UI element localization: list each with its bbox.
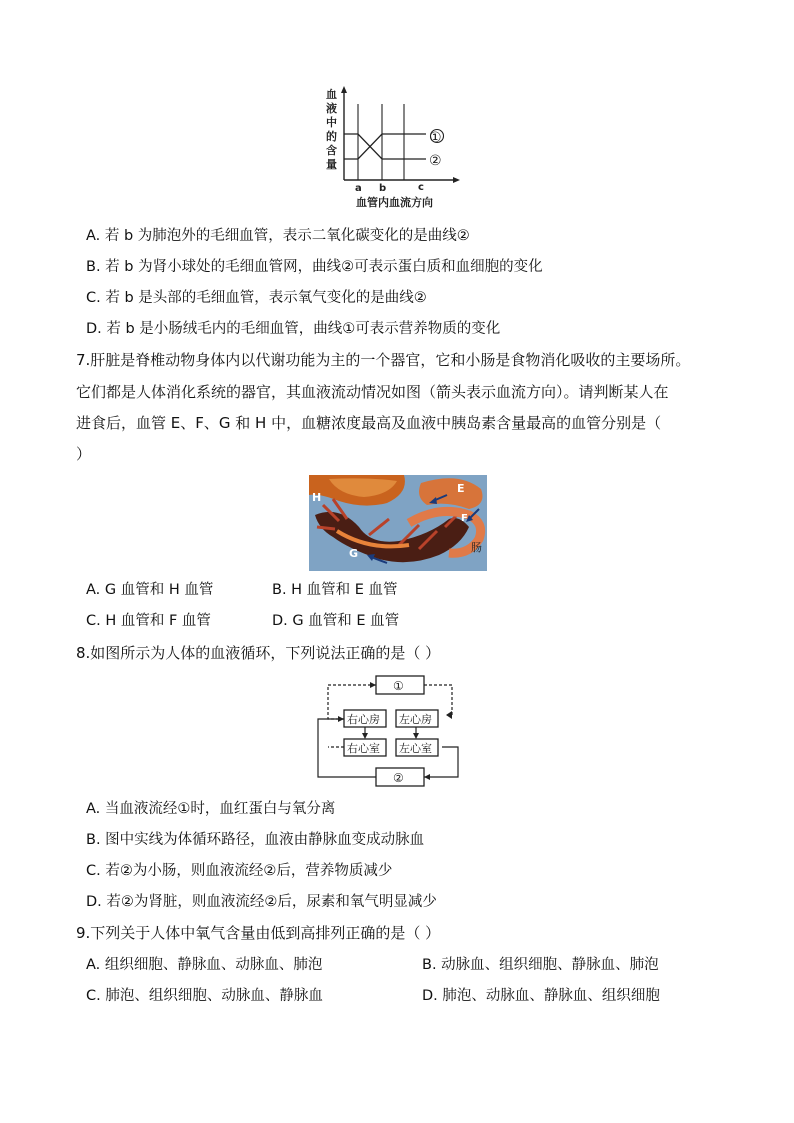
blood-circulation-diagram bbox=[314, 675, 464, 789]
curve-1-label: ① bbox=[429, 130, 442, 146]
q6-option-d: D. 若 b 是小肠绒毛内的毛细血管，曲线①可表示营养物质的变化 bbox=[86, 321, 501, 337]
q8-option-b: B. 图中实线为体循环路径，血液由静脉血变成动脉血 bbox=[86, 832, 425, 848]
label-e: E bbox=[457, 482, 465, 495]
q7-stem-line: ） bbox=[76, 445, 92, 463]
q8-option-c: C. 若②为小肠，则血液流经②后，营养物质减少 bbox=[86, 863, 393, 879]
q7-option-b: B. H 血管和 E 血管 bbox=[272, 582, 398, 598]
y-label-char: 液 bbox=[326, 102, 337, 115]
box-top-label: ① bbox=[393, 679, 404, 693]
q9-option-c: C. 肺泡、组织细胞、动脉血、静脉血 bbox=[86, 988, 323, 1004]
q7-option-c: C. H 血管和 F 血管 bbox=[86, 613, 211, 629]
curve-1 bbox=[344, 134, 426, 159]
x-axis-arrow bbox=[453, 177, 460, 183]
systemic-arrow-left bbox=[338, 716, 344, 722]
x-axis-label: 血管内血流方向 bbox=[356, 196, 433, 209]
label-f: F bbox=[461, 513, 468, 524]
q7-option-d: D. G 血管和 E 血管 bbox=[272, 613, 400, 629]
y-axis-label bbox=[326, 87, 337, 171]
left-atrium-label: 左心房 bbox=[399, 713, 432, 726]
curve-2-label: ② bbox=[429, 153, 442, 169]
box-bottom-label: ② bbox=[393, 771, 404, 785]
left-av-arrow-head bbox=[413, 733, 419, 739]
curve-2 bbox=[344, 134, 426, 159]
q7-stem-line: 进食后，血管 E、F、G 和 H 中，血糖浓度最高及血液中胰岛素含量最高的血管分别是（ bbox=[76, 414, 662, 432]
q8-option-d: D. 若②为肾脏，则血液流经②后，尿素和氧气明显减少 bbox=[86, 894, 437, 910]
y-axis-arrow bbox=[341, 86, 347, 93]
tick-b: b bbox=[379, 183, 387, 194]
blood-content-graph bbox=[322, 84, 462, 214]
y-label-char: 的 bbox=[326, 130, 337, 143]
q7-stem-line: 它们都是人体消化系统的器官，其血液流动情况如图（箭头表示血流方向）。请判断某人在 bbox=[76, 383, 669, 401]
right-av-arrow-head bbox=[362, 733, 368, 739]
q9-option-b: B. 动脉血、组织细胞、静脉血、肺泡 bbox=[422, 957, 659, 973]
pulmonary-arrow-right bbox=[446, 711, 452, 719]
liver-intestine-figure bbox=[309, 475, 487, 571]
y-label-char: 血 bbox=[326, 88, 337, 101]
label-g: G bbox=[349, 547, 359, 560]
q6-option-b: B. 若 b 为肾小球处的毛细血管网，曲线②可表示蛋白质和血细胞的变化 bbox=[86, 259, 543, 275]
q7-stem-line: 7.肝脏是脊椎动物身体内以代谢功能为主的一个器官，它和小肠是食物消化吸收的主要场所。 bbox=[76, 351, 691, 369]
q9-stem: 9.下列关于人体中氧气含量由低到高排列正确的是（ ） bbox=[76, 924, 441, 942]
label-intestine: 肠 bbox=[471, 541, 482, 554]
q7-option-a: A. G 血管和 H 血管 bbox=[86, 582, 214, 598]
label-h: H bbox=[312, 491, 322, 504]
q9-option-a: A. 组织细胞、静脉血、动脉血、肺泡 bbox=[86, 957, 323, 973]
right-ventricle-label: 右心室 bbox=[347, 742, 380, 755]
q8-option-a: A. 当血液流经①时，血红蛋白与氧分离 bbox=[86, 801, 336, 817]
pulmonary-arrow-top bbox=[370, 682, 376, 688]
right-atrium-label: 右心房 bbox=[347, 713, 380, 726]
y-label-char: 含 bbox=[326, 144, 337, 157]
tick-a: a bbox=[355, 183, 362, 194]
tick-c: c bbox=[418, 182, 424, 193]
left-ventricle-label: 左心室 bbox=[399, 742, 432, 755]
q8-stem: 8.如图所示为人体的血液循环，下列说法正确的是（ ） bbox=[76, 644, 441, 662]
q6-option-a: A. 若 b 为肺泡外的毛细血管，表示二氧化碳变化的是曲线② bbox=[86, 228, 470, 244]
q6-option-c: C. 若 b 是头部的毛细血管，表示氧气变化的是曲线② bbox=[86, 290, 427, 306]
y-label-char: 中 bbox=[326, 116, 337, 129]
y-label-char: 量 bbox=[326, 158, 337, 171]
q9-option-d: D. 肺泡、动脉血、静脉血、组织细胞 bbox=[422, 988, 660, 1004]
systemic-arrow-bottom bbox=[424, 774, 430, 780]
